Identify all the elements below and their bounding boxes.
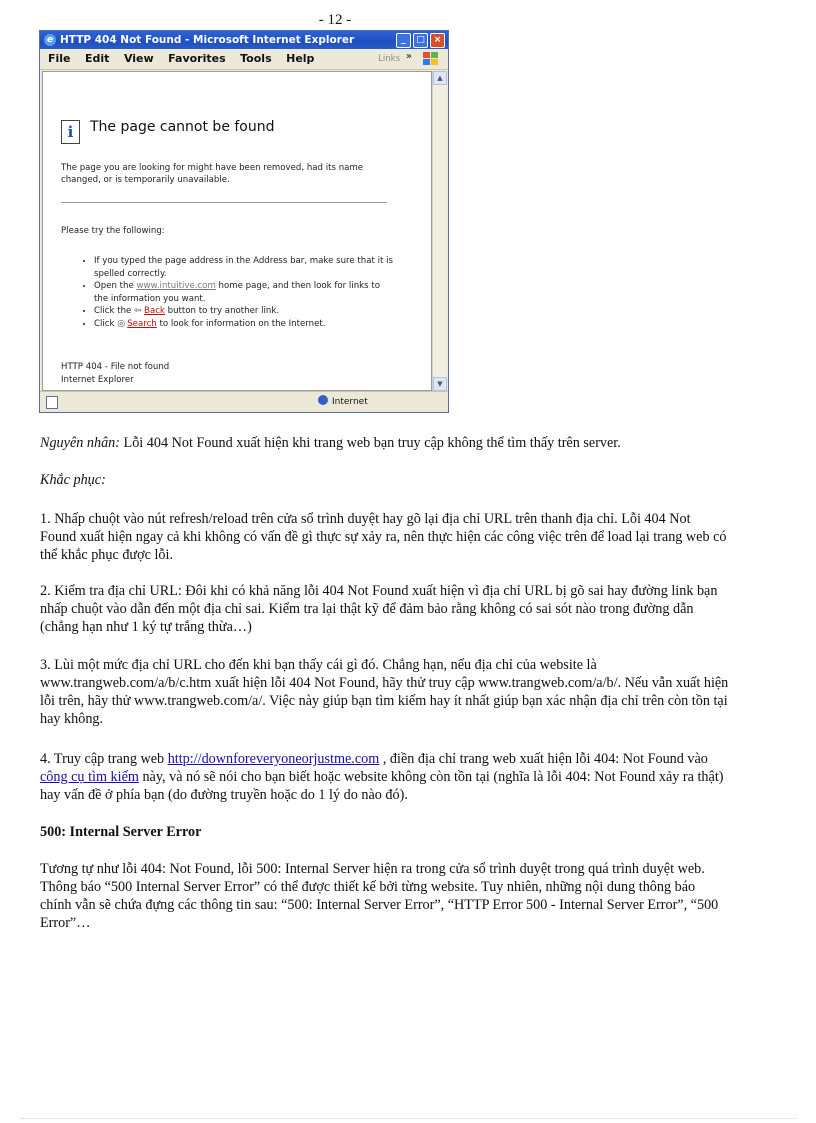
menu-tools[interactable]: Tools xyxy=(240,52,272,65)
back-arrow-icon: ⇦ xyxy=(134,306,142,316)
try-label: Please try the following: xyxy=(61,226,165,236)
cause-paragraph xyxy=(40,434,730,452)
close-icon[interactable]: × xyxy=(430,33,445,48)
section-heading-500: 500: Internal Server Error xyxy=(40,824,202,840)
menu-favorites[interactable]: Favorites xyxy=(168,52,226,65)
browser-page-content xyxy=(42,71,432,391)
cause-text: Lỗi 404 Not Found xuất hiện khi trang web bạn truy cập không thể tìm thấy trên server. xyxy=(120,435,621,451)
window-controls xyxy=(396,33,445,48)
menu-file[interactable]: File xyxy=(48,52,71,65)
links-toolbar-label[interactable]: Links xyxy=(378,54,400,64)
page-number: - 12 - xyxy=(318,12,352,28)
scroll-up-icon[interactable]: ▲ xyxy=(433,71,447,85)
cause-label: Nguyên nhân: xyxy=(40,435,120,451)
menu-view[interactable]: View xyxy=(123,52,154,65)
ie-logo-icon: e xyxy=(44,34,56,46)
fix-step-4: 4. Truy cập trang web http://downforeveryoneorjustme.com , điền địa chỉ trang web xuất hiện lỗi 404: Not Found vào công cụ tìm kiếm này, và nó sẽ nói cho bạn biết hoặc website không còn tồn tại (nghĩa là lỗi 404: Not Found xảy ra thật) hay vấn đề ở phía bạn (do đường truyền hoặc do 1 lý do nào đó). xyxy=(40,751,724,803)
browser-title: HTTP 404 Not Found - Microsoft Internet Explorer xyxy=(60,34,355,46)
page-status-icon xyxy=(46,396,58,409)
suggestion-list xyxy=(81,255,394,330)
search-link[interactable]: Search xyxy=(127,318,157,329)
back-link[interactable]: Back xyxy=(144,306,165,316)
homepage-link[interactable]: www.intuitive.com xyxy=(136,281,216,291)
maximize-icon[interactable]: □ xyxy=(413,33,428,48)
minimize-icon[interactable]: _ xyxy=(396,33,411,48)
divider xyxy=(61,202,387,203)
scroll-down-icon[interactable]: ▼ xyxy=(433,377,447,391)
error-500-paragraph: Tương tự như lỗi 404: Not Found, lỗi 500: Internal Server hiện ra trong cửa sổ trình duyệt trong quá trình duyệt web. Thông báo “500 Internal Server Error” có thể được thiết kế bởi từng website. Tuy nhiên, những nội dung thông báo chính vẫn sẽ chứa đựng các thông tin sau: “500: Internal Server Error”, “HTTP Error 500 - Internal Server Error”, “500 Error”… xyxy=(40,861,719,931)
globe-icon xyxy=(318,395,328,405)
page-footer-rule xyxy=(20,1118,796,1119)
menu-help[interactable]: Help xyxy=(286,52,315,65)
error-heading: The page cannot be found xyxy=(90,119,275,135)
windows-flag-icon xyxy=(422,51,440,67)
info-icon: i xyxy=(61,120,80,144)
search-tool-link[interactable]: công cụ tìm kiếm xyxy=(40,769,139,785)
list-item: • If you typed the page address in the Address bar, make sure that it is spelled correctly. xyxy=(94,255,394,280)
status-bar xyxy=(40,391,448,412)
security-zone: Internet xyxy=(318,392,368,412)
fix-step-1: 1. Nhấp chuột vào nút refresh/reload trên cửa sổ trình duyệt hay gõ lại địa chỉ URL trên thanh địa chỉ. Lỗi 404 Not Found xuất hiện ngay cả khi không có vấn đề gì thực sự xảy ra, nên thực hiện các công việc trên để load lại trang web có thể khắc phục được lỗi. xyxy=(40,511,727,563)
downforeveryone-link[interactable]: http://downforeveryoneorjustme.com xyxy=(167,751,380,767)
menu-bar xyxy=(40,49,448,70)
browser-screenshot xyxy=(39,30,449,413)
fix-step-3: 3. Lùi một mức địa chỉ URL cho đến khi bạn thấy cái gì đó. Chẳng hạn, nếu địa chỉ của website là www.trangweb.com/a/b/c.htm xuất hiện lỗi 404 Not Found, hãy thử truy cập www.trangweb.com/a/b/. Nếu vẫn xuất hiện lỗi trên, hãy thử www.trangweb.com/a/. Việc này giúp bạn tìm kiếm hay ít nhất giúp bạn xác nhận địa chỉ trên còn tồn tại hay không. xyxy=(40,657,729,727)
footer-error-code: HTTP 404 - File not found xyxy=(61,362,170,372)
browser-title-bar xyxy=(40,31,448,49)
chevron-icon[interactable]: » xyxy=(405,51,412,62)
fix-heading: Khắc phục: xyxy=(40,472,106,488)
menu-edit[interactable]: Edit xyxy=(85,52,110,65)
fix-step-2: 2. Kiểm tra địa chỉ URL: Đôi khi có khả năng lỗi 404 Not Found xuất hiện vì địa chỉ URL bị gõ sai hay đường link bạn nhấp chuột vào dẫn đến một địa chỉ sai. Kiểm tra lại thật kỹ để đảm bảo rằng không có sai sót nào trong đường dẫn (chẳng hạn như 1 ký tự trắng thừa…) xyxy=(40,583,718,635)
footer-browser-name: Internet Explorer xyxy=(61,375,134,385)
list-item: • Click ◎ Search to look for information on the Internet. xyxy=(94,318,394,331)
vertical-scrollbar[interactable] xyxy=(432,71,447,391)
list-item: • Open the www.intuitive.com home page, and then look for links to the information you want. xyxy=(94,280,394,305)
list-item: • Click the ⇦ Back button to try another link. xyxy=(94,305,394,318)
error-intro: The page you are looking for might have been removed, had its name changed, or is temporarily unavailable. xyxy=(61,163,364,185)
search-icon: ◎ xyxy=(117,318,126,329)
